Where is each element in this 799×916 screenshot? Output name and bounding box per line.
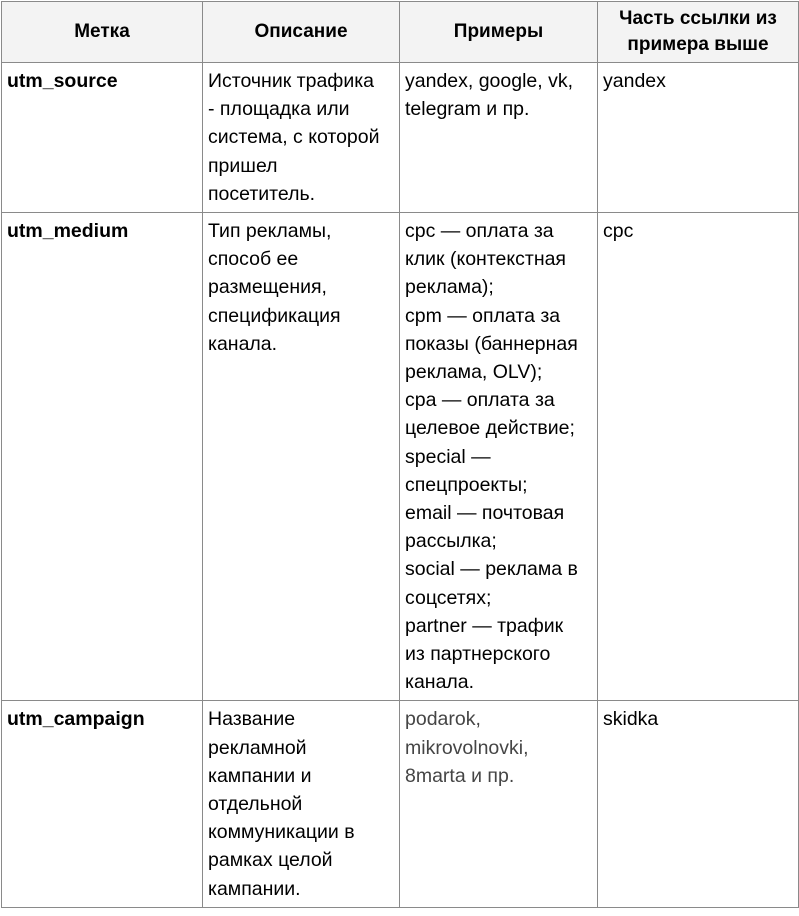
header-tag: Метка <box>2 2 203 63</box>
cell-description <box>203 701 400 907</box>
cell-link-part: yandex <box>598 63 799 213</box>
text-line: отдельной <box>208 793 303 816</box>
table-row <box>2 701 799 907</box>
header-examples: Примеры <box>400 2 598 63</box>
table-row <box>2 213 799 701</box>
header-link-part <box>598 2 799 63</box>
cell-tag: utm_medium <box>2 213 203 701</box>
text-line: special — <box>405 445 491 468</box>
cell-tag: utm_campaign <box>2 701 203 907</box>
text-line: рассылка; <box>405 530 497 553</box>
text-line: из партнерского <box>405 643 551 666</box>
cell-examples <box>400 701 598 907</box>
text-line: реклама, OLV); <box>405 361 543 384</box>
text-line: спецификация <box>208 304 341 327</box>
table-row <box>2 63 799 213</box>
text-line: yandex, google, vk, <box>405 70 574 92</box>
text-line: показы (баннерная <box>405 332 578 355</box>
header-link-part-line: примера выше <box>627 34 769 55</box>
utm-tags-table <box>1 1 799 908</box>
header-link-part-line: Часть ссылки из <box>619 8 777 29</box>
text-line: Тип рекламы, <box>208 220 332 243</box>
text-line: посетитель. <box>208 182 316 205</box>
cell-link-part: cpc <box>598 213 799 701</box>
text-line: podarok, <box>405 708 481 731</box>
cell-tag: utm_source <box>2 63 203 213</box>
text-line: соцсетях; <box>405 586 492 609</box>
text-line: система, с которой <box>208 126 380 149</box>
text-line: целевое действие; <box>405 417 575 440</box>
cell-examples <box>400 213 598 701</box>
cell-examples <box>400 63 598 213</box>
text-line: Источник трафика <box>208 70 375 92</box>
text-line: - площадка или <box>208 98 350 121</box>
text-line: размещения, <box>208 276 327 299</box>
text-line: cpm — оплата за <box>405 304 561 327</box>
text-line: кампании и <box>208 764 312 787</box>
text-line: mikrovolnovki, <box>405 736 529 759</box>
text-line: спецпроекты; <box>405 473 528 496</box>
text-line: кампании. <box>208 877 301 900</box>
cell-description <box>203 213 400 701</box>
header-description: Описание <box>203 2 400 63</box>
text-line: коммуникации в <box>208 821 355 844</box>
text-line: telegram и пр. <box>405 98 530 121</box>
text-line: канала. <box>405 671 475 694</box>
cell-description <box>203 63 400 213</box>
text-line: cpa — оплата за <box>405 389 555 412</box>
text-line: реклама); <box>405 276 494 299</box>
text-line: способ ее <box>208 248 299 271</box>
text-line: cpc — оплата за <box>405 220 554 243</box>
text-line: рамках целой <box>208 849 333 872</box>
text-line: пришел <box>208 154 278 177</box>
text-line: канала. <box>208 332 278 355</box>
text-line: Название <box>208 708 296 731</box>
text-line: email — почтовая <box>405 502 565 525</box>
text-line: social — реклама в <box>405 558 578 581</box>
cell-link-part: skidka <box>598 701 799 907</box>
text-line: рекламной <box>208 736 307 759</box>
text-line: клик (контекстная <box>405 248 566 271</box>
text-line: 8marta и пр. <box>405 764 515 787</box>
text-line: partner — трафик <box>405 614 564 637</box>
table-header-row <box>2 2 799 63</box>
